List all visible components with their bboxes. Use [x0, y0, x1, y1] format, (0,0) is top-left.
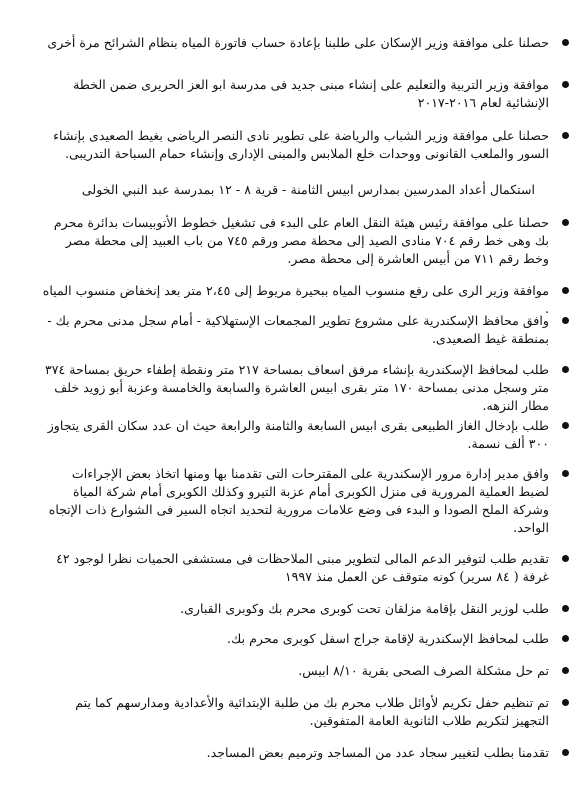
list-item	[40, 744, 549, 762]
bullet-icon	[562, 219, 569, 226]
item-text: حصلنا على موافقة وزير الإسكان على طلبنا بإعادة حساب فاتورة المياه بنظام الشرائح مرة أخرى	[47, 35, 549, 50]
bullet-icon	[562, 317, 569, 324]
bullet-icon	[562, 635, 569, 642]
bullet-icon	[562, 287, 569, 294]
list-item	[40, 361, 549, 415]
item-text: حصلنا على موافقة رئيس هيئة النقل العام على البدء فى تشغيل خطوط الأتوبيسات بدائرة محرم بك وهى خط رقم ٧٠٤ منادى الصيد إلى محطة مصر ورقم ٧٤٥ من باب العبيد إلى محطة مصر وخط رقم ٧١١ من أبيس العاشرة إلى محطة مصر.	[53, 215, 549, 266]
item-text: تقدمنا بطلب لتغيير سجاد عدد من المساجد وترميم بعض المساجد.	[206, 745, 549, 760]
item-text: تم حل مشكلة الصرف الصحى بقرية ٨/١٠ ابيس.	[298, 663, 549, 678]
bullet-icon	[562, 667, 569, 674]
item-text: موافقة وزير التربية والتعليم على إنشاء مبنى جديد فى مدرسة ابو العز الحريرى ضمن الخطة الإنشائية لعام ٢٠١٦-٢٠١٧	[73, 77, 549, 110]
item-text: موافقة وزير الرى على رفع منسوب المياه ببحيرة مريوط إلى ٢،٤٥ متر بعد إنخفاض منسوب المياه .	[42, 283, 549, 316]
item-text: طلب بإدخال الغاز الطبيعى بقرى ابيس السابعة والثامنة والرابعة حيث ان عدد سكان القرى يتجاوز ٣٠٠ ألف نسمة.	[47, 418, 549, 451]
bullet-icon	[562, 605, 569, 612]
list-item	[40, 417, 549, 453]
list-item	[40, 34, 549, 52]
list-item	[40, 550, 549, 586]
item-text: تم تنظيم حفل تكريم لأوائل طلاب محرم بك من طلبة الإبتدائية والأعدادية ومدارسهم كما يتم التجهيز لتكريم طلاب الثانوية العامة المتفوقين.	[75, 695, 549, 728]
list-item	[40, 465, 549, 537]
bullet-icon	[562, 132, 569, 139]
item-text: حصلنا على موافقة وزير الشباب والرياضة على تطوير نادى النصر الرياضى بغيط الصعيدى بإنشاء السور والملعب القانونى ووحدات خلع الملابس والمبنى الإدارى وإنشاء حمام السباحة التدريبى.	[53, 128, 549, 161]
bullet-icon	[562, 470, 569, 477]
bullet-icon	[562, 39, 569, 46]
item-text: تقديم طلب لتوفير الدعم المالى لتطوير مبنى الملاحظات فى مستشفى الحميات نظرا لوجود ٤٢ غرفة ( ٨٤ سرير) كونه متوقف عن العمل منذ ١٩٩٧	[56, 551, 549, 584]
bullet-icon	[562, 422, 569, 429]
list-item	[40, 76, 549, 112]
item-text: استكمال أعداد المدرسين بمدارس ابيس الثامنة - قرية ٨ - ١٢ بمدرسة عبد النبي الخولى	[81, 182, 535, 197]
item-text: وافق محافظ الإسكندرية على مشروع تطوير المجمعات الإستهلاكية - أمام سجل مدنى محرم بك - بمنطقة غيط الصعيدى.	[47, 313, 549, 346]
list-item	[40, 694, 549, 730]
list-item	[40, 214, 549, 268]
bullet-icon	[562, 81, 569, 88]
list-item	[40, 600, 549, 618]
bullet-icon	[562, 555, 569, 562]
bullet-icon	[562, 749, 569, 756]
item-text: وافق مدير إدارة مرور الإسكندرية على المقترحات التى تقدمنا بها ومنها اتخاذ بعض الإجراءات لضبط العملية المرورية فى منزل الكوبرى أمام عزبة التيرو وكذلك الكوبرى أمام شركة المياة وشركة الملح الصودا و البدء فى وضع علامات مرورية لتحديد اتجاه السير فى الشوارع ذات الإتجاه الواحد.	[48, 466, 549, 535]
list-item	[40, 181, 535, 199]
item-text: طلب لمحافظ الإسكندرية لإقامة جراج اسفل كوبرى محرم بك.	[227, 631, 549, 646]
list-item	[40, 312, 549, 348]
bullet-icon	[562, 699, 569, 706]
list-item	[40, 127, 549, 163]
bullet-icon	[562, 366, 569, 373]
item-text: طلب لوزير النقل بإقامة مزلقان تحت كوبرى محرم بك وكوبرى القبارى.	[180, 601, 549, 616]
list-item	[40, 630, 549, 648]
item-text: طلب لمحافظ الإسكندرية بإنشاء مرفق اسعاف بمساحة ٢١٧ متر ونقطة إطفاء حريق بمساحة ٣٧٤ متر وسجل مدنى بمساحة ١٧٠ متر بقرى ابيس العاشرة والسابعة والخامسة وعزبة أبو زويد خلف مطار النزهه.	[45, 362, 549, 413]
list-item	[40, 662, 549, 680]
